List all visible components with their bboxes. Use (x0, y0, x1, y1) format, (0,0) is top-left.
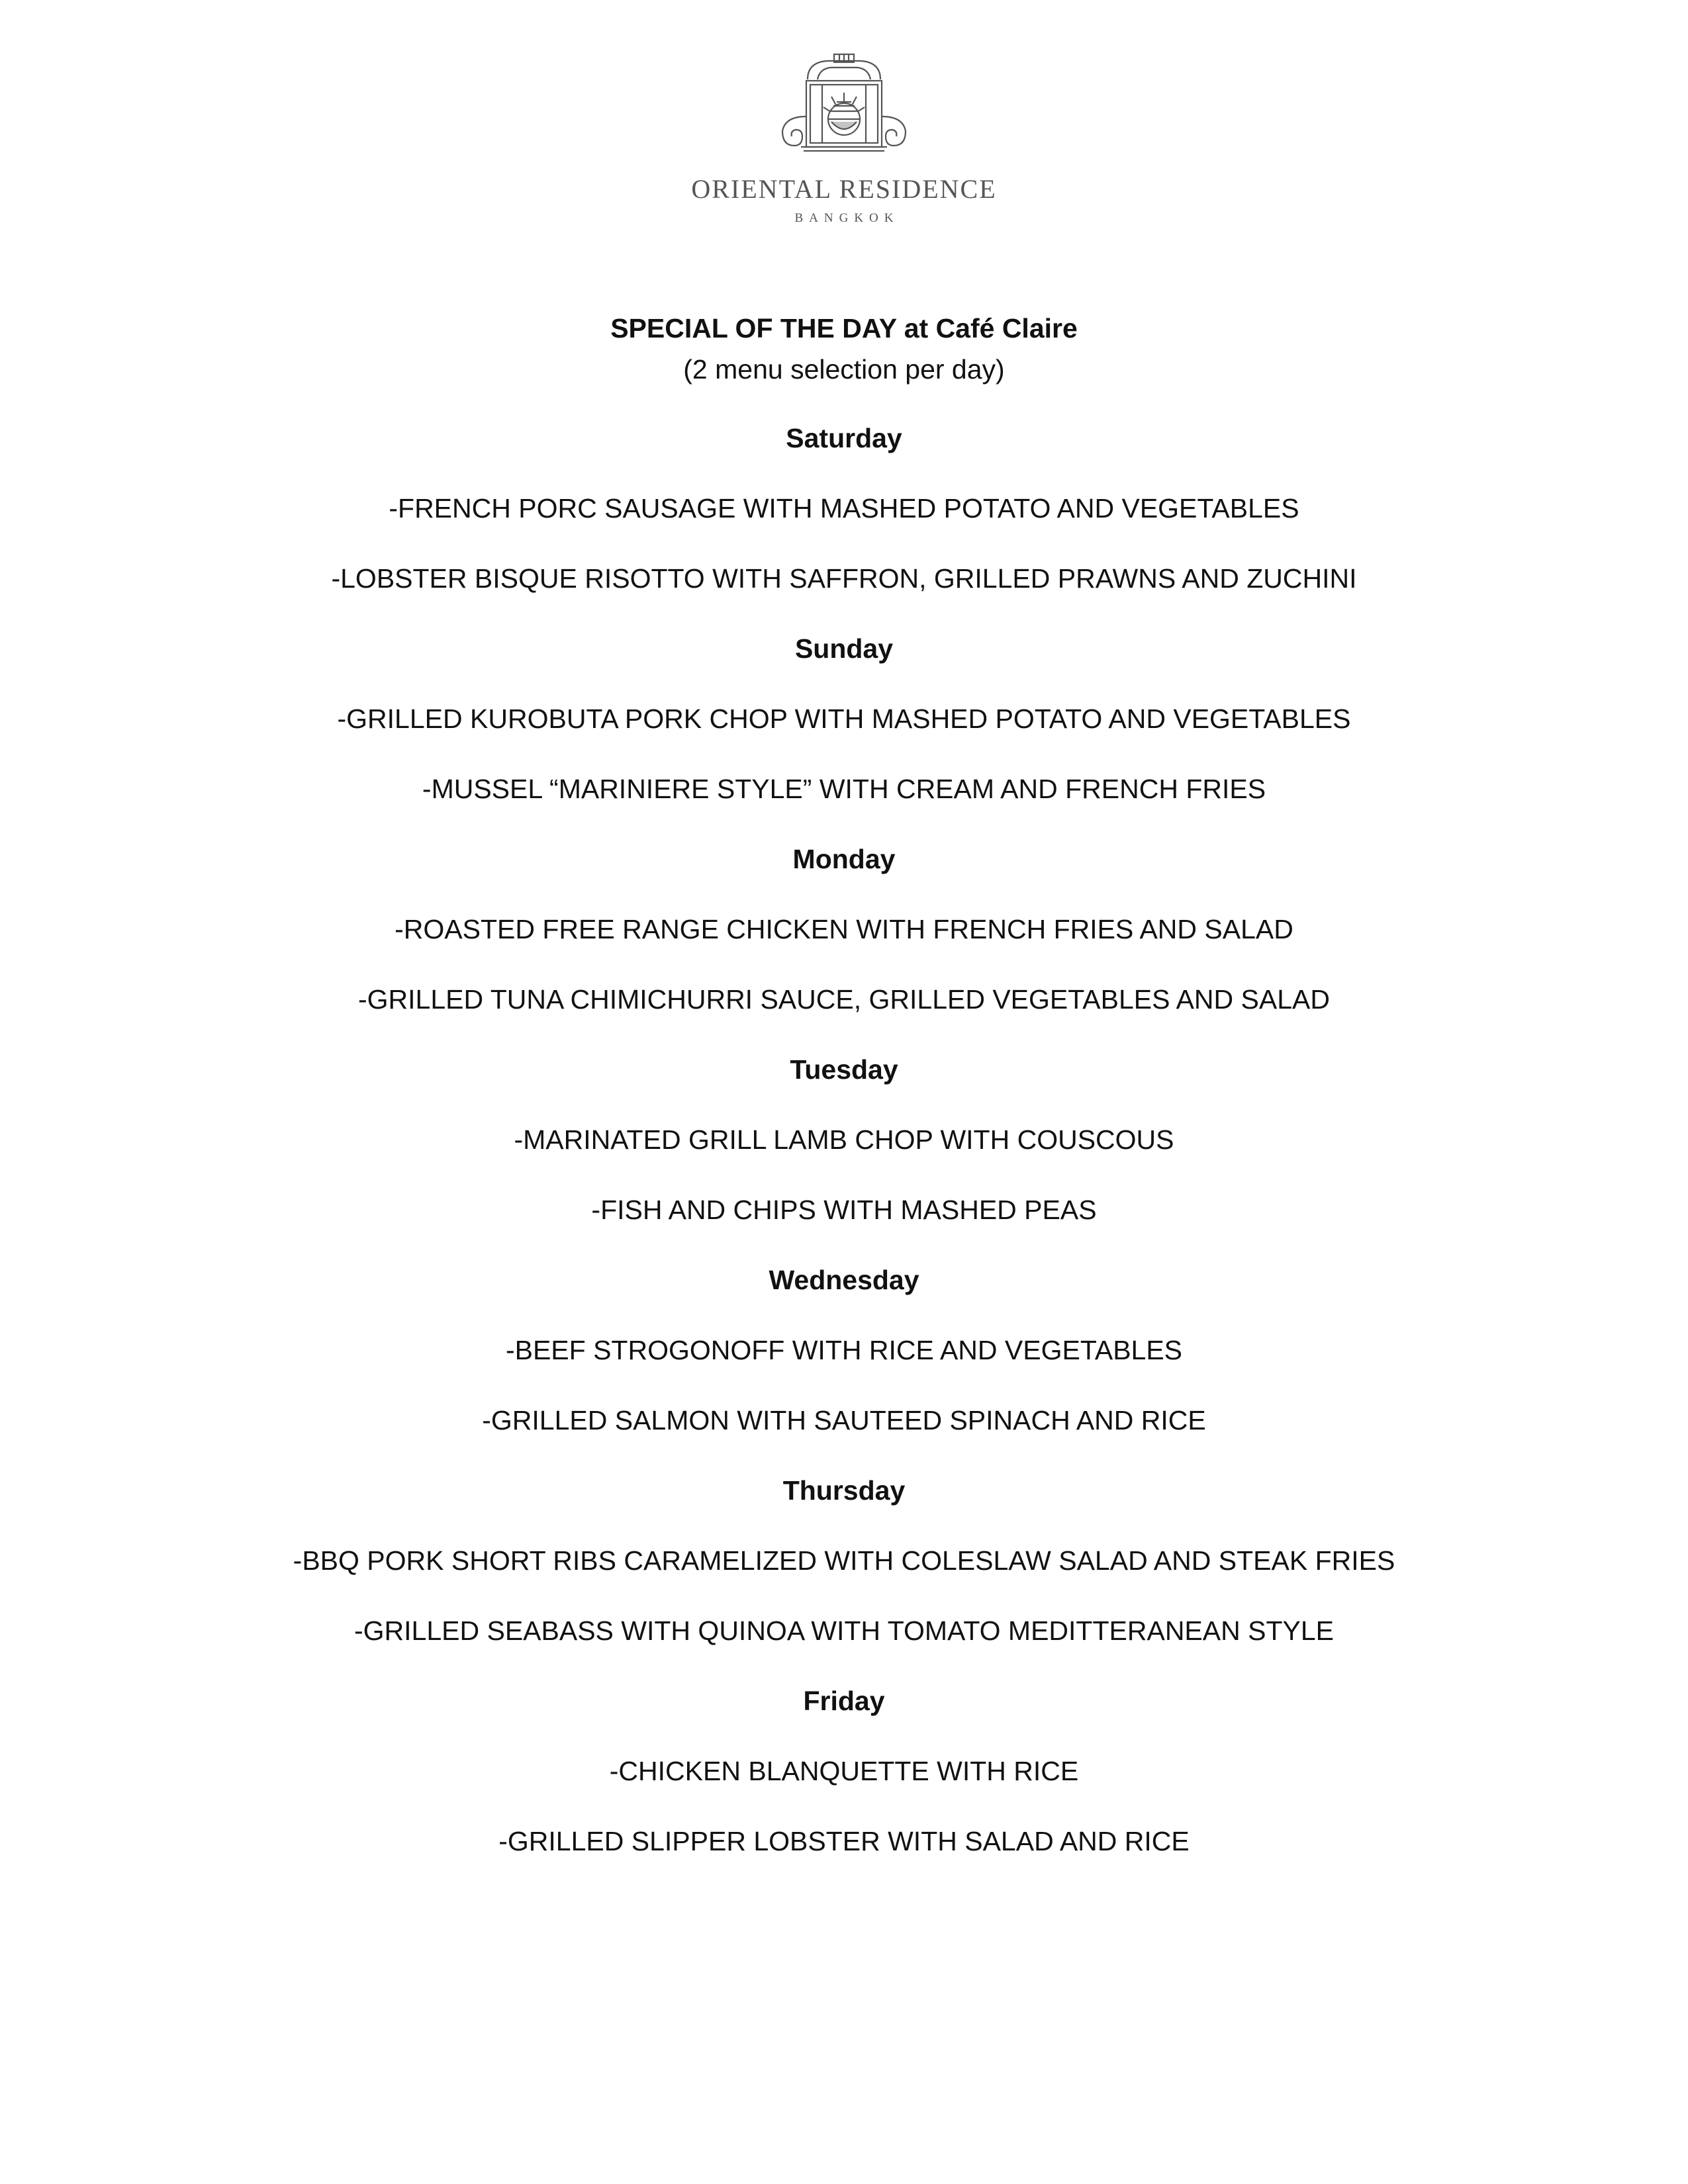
dish-item: -CHICKEN BLANQUETTE WITH RICE (609, 1756, 1079, 1786)
day-heading-thursday: Thursday (782, 1475, 906, 1506)
menu-subtitle: (2 menu selection per day) (683, 354, 1005, 385)
day-heading-sunday: Sunday (794, 633, 894, 664)
dish-item: -GRILLED TUNA CHIMICHURRI SAUCE, GRILLED VEGETABLES AND SALAD (357, 984, 1330, 1015)
dish-item: -ROASTED FREE RANGE CHICKEN WITH FRENCH FRIES AND SALAD (395, 914, 1293, 944)
dish-item: -GRILLED SALMON WITH SAUTEED SPINACH AND RICE (482, 1405, 1206, 1435)
dish-item: -MARINATED GRILL LAMB CHOP WITH COUSCOUS (514, 1124, 1174, 1155)
day-heading-monday: Monday (792, 844, 896, 874)
dish-item: -GRILLED KUROBUTA PORK CHOP WITH MASHED POTATO AND VEGETABLES (337, 704, 1351, 734)
dish-item: -LOBSTER BISQUE RISOTTO WITH SAFFRON, GRILLED PRAWNS AND ZUCHINI (331, 563, 1357, 594)
dish-item: -BBQ PORK SHORT RIBS CARAMELIZED WITH COLESLAW SALAD AND STEAK FRIES (293, 1545, 1395, 1576)
dish-item: -GRILLED SLIPPER LOBSTER WITH SALAD AND RICE (498, 1826, 1190, 1856)
brand-city: BANGKOK (794, 211, 900, 225)
day-heading-saturday: Saturday (786, 423, 902, 453)
dish-item: -MUSSEL “MARINIERE STYLE” WITH CREAM AND FRENCH FRIES (422, 774, 1266, 804)
oriental-residence-crest-icon (768, 53, 920, 159)
dish-item: -BEEF STROGONOFF WITH RICE AND VEGETABLES (505, 1335, 1183, 1365)
day-heading-friday: Friday (803, 1686, 885, 1716)
special-menu (0, 311, 1688, 1858)
dish-item: -GRILLED SEABASS WITH QUINOA WITH TOMATO MEDITTERANEAN STYLE (353, 1615, 1335, 1646)
dish-item: -FRENCH PORC SAUSAGE WITH MASHED POTATO AND VEGETABLES (389, 493, 1299, 523)
brand-name: ORIENTAL RESIDENCE (691, 174, 997, 204)
day-heading-tuesday: Tuesday (790, 1054, 898, 1085)
dish-item: -FISH AND CHIPS WITH MASHED PEAS (591, 1195, 1097, 1225)
header-logo (0, 53, 1688, 224)
menu-title: SPECIAL OF THE DAY at Café Claire (610, 313, 1078, 343)
day-heading-wednesday: Wednesday (769, 1265, 919, 1295)
